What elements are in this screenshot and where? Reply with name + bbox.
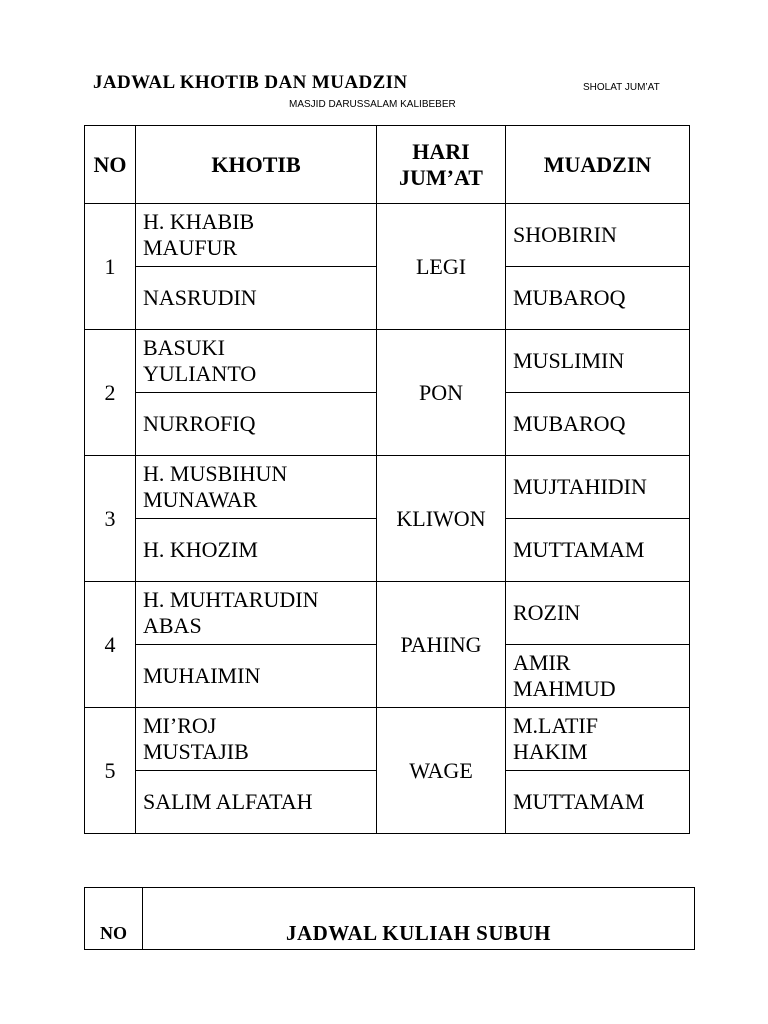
hari-cell: PON bbox=[377, 330, 506, 456]
muadzin-name-line2: HAKIM bbox=[513, 739, 588, 764]
khotib-cell: SALIM ALFATAH bbox=[136, 771, 377, 834]
kuliah-subuh-table bbox=[84, 887, 695, 950]
column-header-hari bbox=[377, 126, 506, 204]
muadzin-cell: MUJTAHIDIN bbox=[506, 456, 690, 519]
table-row bbox=[85, 456, 690, 519]
document-title: JADWAL KHOTIB DAN MUADZIN bbox=[93, 72, 408, 93]
row-number: 4 bbox=[85, 582, 136, 708]
khotib-name-line2: MUNAWAR bbox=[143, 487, 258, 512]
hari-cell: KLIWON bbox=[377, 456, 506, 582]
table-header-row bbox=[85, 126, 690, 204]
muadzin-cell bbox=[506, 708, 690, 771]
muadzin-name-line1: M.LATIF bbox=[513, 713, 598, 738]
khotib-cell bbox=[136, 456, 377, 519]
muadzin-name-line1: AMIR bbox=[513, 650, 571, 675]
khotib-cell: NASRUDIN bbox=[136, 267, 377, 330]
khotib-cell bbox=[136, 708, 377, 771]
khotib-cell bbox=[136, 204, 377, 267]
kuliah-title: JADWAL KULIAH SUBUH bbox=[143, 888, 695, 950]
column-header-no: NO bbox=[85, 126, 136, 204]
khotib-cell: NURROFIQ bbox=[136, 393, 377, 456]
khotib-cell bbox=[136, 582, 377, 645]
subtitle-sholat-jumat: SHOLAT JUM’AT bbox=[583, 82, 660, 93]
muadzin-name-line2: MAHMUD bbox=[513, 676, 616, 701]
muadzin-cell: MUSLIMIN bbox=[506, 330, 690, 393]
row-number: 3 bbox=[85, 456, 136, 582]
muadzin-cell: MUTTAMAM bbox=[506, 519, 690, 582]
table-row bbox=[85, 582, 690, 645]
table-row bbox=[85, 330, 690, 393]
khotib-name-line1: H. MUHTARUDIN bbox=[143, 587, 319, 612]
khotib-name-line1: H. MUSBIHUN bbox=[143, 461, 288, 486]
hari-cell: PAHING bbox=[377, 582, 506, 708]
table-row bbox=[85, 708, 690, 771]
muadzin-cell: MUBAROQ bbox=[506, 267, 690, 330]
kuliah-column-no: NO bbox=[85, 888, 143, 950]
khotib-cell: MUHAIMIN bbox=[136, 645, 377, 708]
khotib-muadzin-table bbox=[84, 125, 690, 834]
hari-cell: WAGE bbox=[377, 708, 506, 834]
column-header-hari-line2: JUM’AT bbox=[399, 164, 483, 190]
column-header-khotib: KHOTIB bbox=[136, 126, 377, 204]
column-header-hari-line1: HARI bbox=[412, 138, 470, 164]
hari-cell: LEGI bbox=[377, 204, 506, 330]
khotib-name-line2: ABAS bbox=[143, 613, 202, 638]
khotib-cell: H. KHOZIM bbox=[136, 519, 377, 582]
muadzin-cell bbox=[506, 645, 690, 708]
column-header-muadzin: MUADZIN bbox=[506, 126, 690, 204]
khotib-name-line1: MI’ROJ bbox=[143, 713, 217, 738]
khotib-name-line2: MUSTAJIB bbox=[143, 739, 249, 764]
khotib-name-line2: YULIANTO bbox=[143, 361, 257, 386]
khotib-name-line1: BASUKI bbox=[143, 335, 225, 360]
muadzin-cell: ROZIN bbox=[506, 582, 690, 645]
table-row bbox=[85, 204, 690, 267]
row-number: 5 bbox=[85, 708, 136, 834]
khotib-name-line2: MAUFUR bbox=[143, 235, 238, 260]
row-number: 1 bbox=[85, 204, 136, 330]
subtitle-masjid: MASJID DARUSSALAM KALIBEBER bbox=[289, 99, 456, 110]
muadzin-cell: MUBAROQ bbox=[506, 393, 690, 456]
row-number: 2 bbox=[85, 330, 136, 456]
khotib-cell bbox=[136, 330, 377, 393]
muadzin-cell: MUTTAMAM bbox=[506, 771, 690, 834]
muadzin-cell bbox=[506, 204, 690, 267]
khotib-name-line1: H. KHABIB bbox=[143, 209, 255, 234]
muadzin-name-line1: SHOBIRIN bbox=[513, 222, 617, 247]
